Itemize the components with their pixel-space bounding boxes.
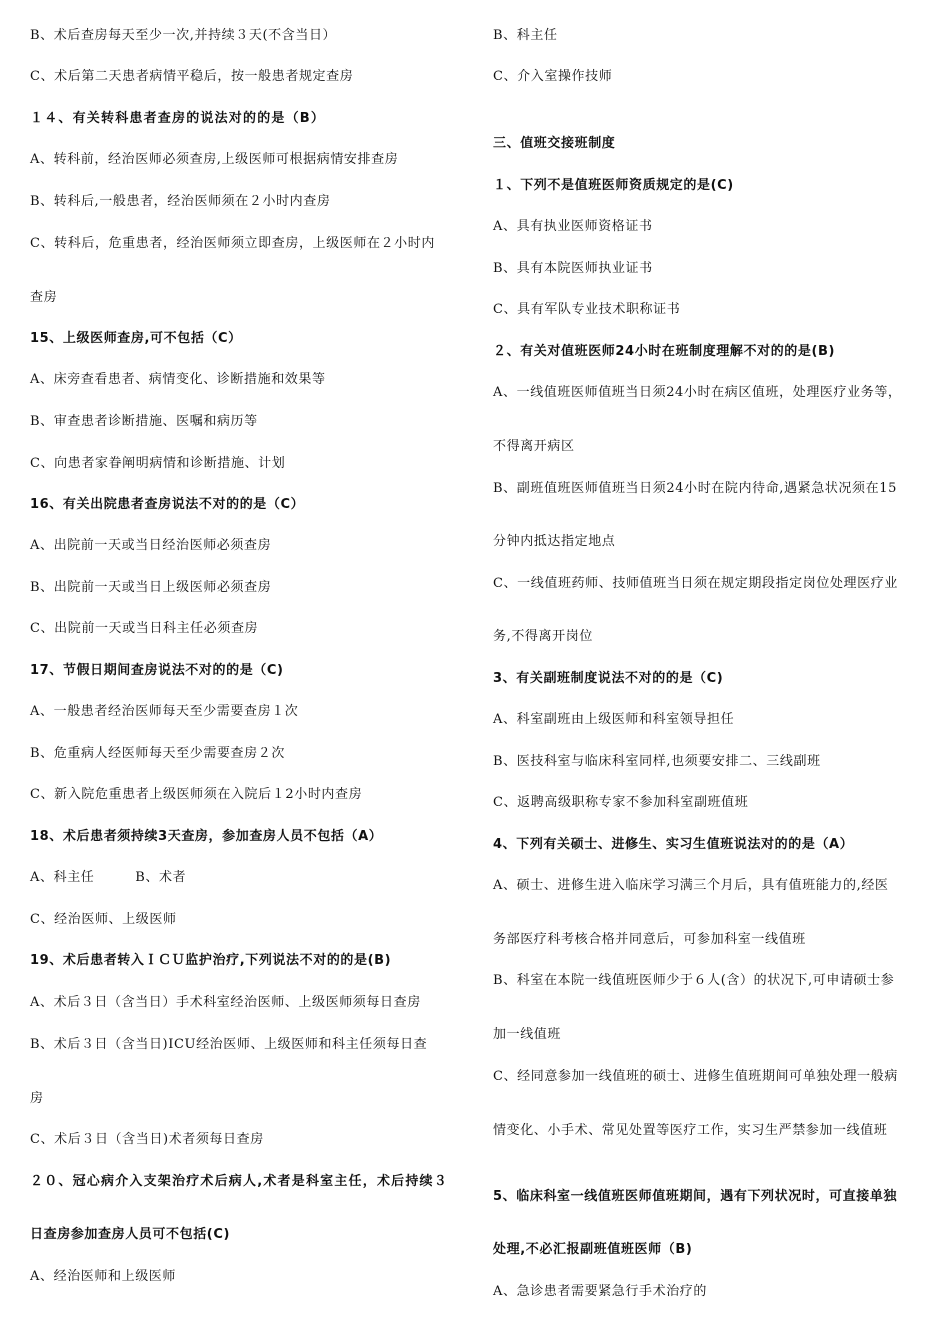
answer-line: B、术后查房每天至少一次,并持续３天(不含当日） [30, 28, 337, 43]
answer-line: A、床旁查看患者、病情变化、诊断措施和效果等 [30, 372, 326, 387]
answer-line: C、新入院危重患者上级医师须在入院后１2小时内查房 [30, 787, 363, 802]
question-heading: 16、有关出院患者查房说法不对的的是（C） [30, 497, 305, 512]
answer-line-continued: 查房 [30, 290, 58, 305]
answer-line: C、返聘高级职称专家不参加科室副班值班 [493, 795, 749, 810]
answer-line: A、经治医师和上级医师 [30, 1269, 176, 1284]
answer-line: C、经同意参加一线值班的硕士、进修生值班期间可单独处理一般病 [493, 1069, 898, 1084]
answer-line: C、向患者家眷阐明病情和诊断措施、计划 [30, 456, 286, 471]
answer-line: A、具有执业医师资格证书 [493, 219, 653, 234]
section-heading: 三、值班交接班制度 [493, 136, 616, 151]
answer-line: B、出院前一天或当日上级医师必须查房 [30, 580, 272, 595]
answer-line-continued: 加一线值班 [493, 1027, 562, 1042]
question-heading-continued: 日查房参加查房人员可不包括(C) [30, 1227, 231, 1242]
answer-line-continued: 务部医疗科考核合格并同意后，可参加科室一线值班 [493, 932, 806, 947]
answer-line: A、科主任 B、术者 [30, 870, 187, 885]
answer-line: B、转科后,一般患者，经治医师须在２小时内查房 [30, 194, 331, 209]
question-heading: １４、有关转科患者查房的说法对的的是（B） [30, 111, 326, 126]
question-heading: １、下列不是值班医师资质规定的是(C) [493, 178, 734, 193]
question-heading: 15、上级医师查房,可不包括（C） [30, 331, 242, 346]
answer-line-continued: 不得离开病区 [493, 439, 575, 454]
answer-line: C、出院前一天或当日科主任必须查房 [30, 621, 259, 636]
answer-line: C、转科后，危重患者，经治医师须立即查房，上级医师在２小时内 [30, 236, 435, 251]
answer-line: A、一般患者经治医师每天至少需要查房１次 [30, 704, 299, 719]
answer-line-continued: 情变化、小手术、常见处置等医疗工作，实习生严禁参加一线值班 [493, 1123, 888, 1138]
question-heading: 17、节假日期间查房说法不对的的是（C) [30, 663, 284, 678]
answer-line: B、科主任 [493, 28, 558, 43]
answer-line-continued: 务,不得离开岗位 [493, 629, 593, 644]
answer-line: A、硕士、进修生进入临床学习满三个月后，具有值班能力的,经医 [493, 878, 889, 893]
answer-line: B、术后３日（含当日)ICU经治医师、上级医师和科主任须每日查 [30, 1037, 428, 1052]
answer-line: C、术后３日（含当日)术者须每日查房 [30, 1132, 264, 1147]
answer-line: A、科室副班由上级医师和科室领导担任 [493, 712, 735, 727]
answer-line: B、医技科室与临床科室同样,也须要安排二、三线副班 [493, 754, 821, 769]
question-heading: ２０、冠心病介入支架治疗术后病人,术者是科室主任，术后持续３ [30, 1174, 448, 1189]
answer-line: C、具有军队专业技术职称证书 [493, 302, 681, 317]
answer-line: A、一线值班医师值班当日须24小时在病区值班，处理医疗业务等， [493, 385, 902, 400]
answer-line: A、术后３日（含当日）手术科室经治医师、上级医师须每日查房 [30, 995, 421, 1010]
question-heading: 4、下列有关硕士、进修生、实习生值班说法对的的是（A） [493, 837, 854, 852]
answer-line: B、副班值班医师值班当日须24小时在院内待命,遇紧急状况须在15 [493, 481, 897, 496]
answer-line: C、经治医师、上级医师 [30, 912, 177, 927]
answer-line: B、审查患者诊断措施、医嘱和病历等 [30, 414, 258, 429]
answer-line: C、术后第二天患者病情平稳后，按一般患者规定查房 [30, 69, 354, 84]
answer-line: B、危重病人经医师每天至少需要查房２次 [30, 746, 285, 761]
answer-line: A、急诊患者需要紧急行手术治疗的 [493, 1284, 707, 1299]
question-heading: 18、术后患者须持续3天查房，参加查房人员不包括（A） [30, 829, 383, 844]
answer-line: C、一线值班药师、技师值班当日须在规定期段指定岗位处理医疗业 [493, 576, 898, 591]
answer-line-continued: 房 [30, 1091, 44, 1106]
question-heading: 5、临床科室一线值班医师值班期间，遇有下列状况时，可直接单独 [493, 1189, 898, 1204]
answer-line: B、科室在本院一线值班医师少于６人(含）的状况下,可申请硕士参 [493, 973, 895, 988]
question-heading: ２、有关对值班医师24小时在班制度理解不对的的是(B) [493, 344, 836, 359]
answer-line: B、具有本院医师执业证书 [493, 261, 653, 276]
answer-line: C、介入室操作技师 [493, 69, 613, 84]
question-heading-continued: 处理,不必汇报副班值班医师（B) [493, 1242, 693, 1257]
answer-line-continued: 分钟内抵达指定地点 [493, 534, 616, 549]
question-heading: 19、术后患者转入ＩＣＵ监护治疗,下列说法不对的的是(B) [30, 953, 392, 968]
answer-line: A、出院前一天或当日经治医师必须查房 [30, 538, 272, 553]
answer-line: A、转科前，经治医师必须查房,上级医师可根据病情安排查房 [30, 152, 399, 167]
question-heading: 3、有关副班制度说法不对的的是（C) [493, 671, 724, 686]
